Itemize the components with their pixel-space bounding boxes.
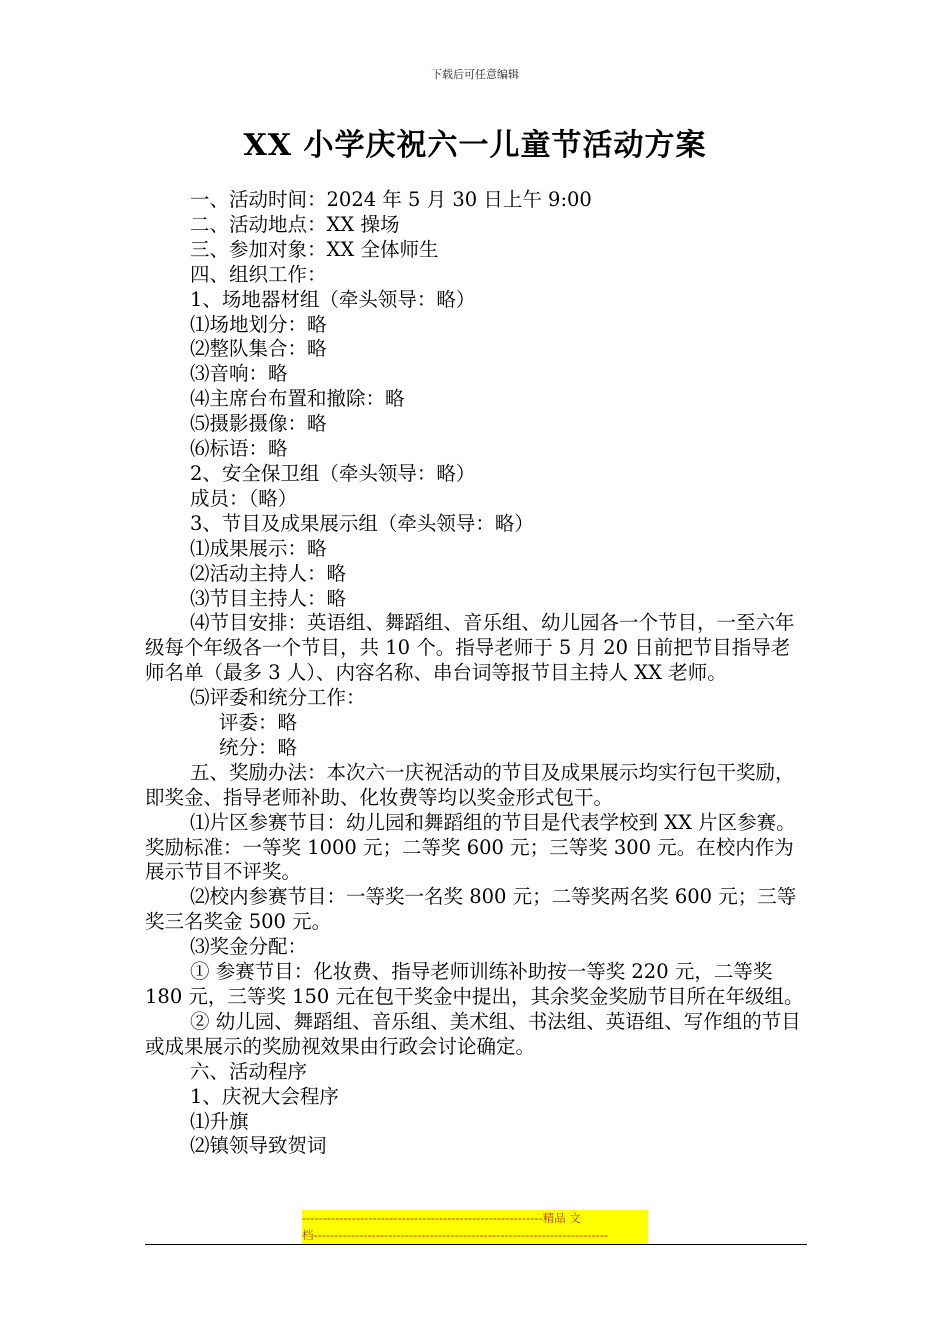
body-paragraph: 二、活动地点：XX 操场 bbox=[190, 212, 400, 236]
header-note: 下载后可任意编辑 bbox=[431, 68, 519, 81]
body-paragraph: ⑷节目安排：英语组、舞蹈组、音乐组、幼儿园各一个节目，一至六年级每个年级各一个节目，共 10 个。指导老师于 5 月 20 日前把节目指导老师名单（最多 3 人）、内容名称、串台词等报节目主持人 XX 老师。 bbox=[145, 611, 795, 685]
body-paragraph: ⑷主席台布置和撤除：略 bbox=[190, 387, 405, 411]
body-paragraph: ⑸摄影摄像：略 bbox=[190, 412, 327, 436]
body-paragraph: ⑸评委和统分工作： bbox=[190, 686, 366, 710]
body-paragraph: 2、安全保卫组（牵头领导：略） bbox=[190, 461, 476, 485]
document-body bbox=[145, 188, 807, 1159]
footer-line-2: 档----------------------------------------------------------------------- bbox=[302, 1228, 609, 1242]
body-paragraph: 3、节目及成果展示组（牵头领导：略） bbox=[190, 511, 534, 535]
footer-watermark bbox=[302, 1210, 648, 1244]
footer-divider bbox=[145, 1244, 807, 1245]
footer-line-1: ----------------------------------------------------------精品 文 bbox=[302, 1211, 581, 1225]
body-paragraph: ⑵活动主持人：略 bbox=[190, 561, 347, 585]
body-paragraph: ⑶奖金分配： bbox=[190, 935, 308, 959]
body-paragraph: ⑴成果展示：略 bbox=[190, 536, 327, 560]
body-paragraph: ⑴场地划分：略 bbox=[190, 312, 327, 336]
body-paragraph: ⑶节目主持人：略 bbox=[190, 586, 347, 610]
body-paragraph: 六、活动程序 bbox=[190, 1059, 308, 1083]
body-paragraph: ⑵整队集合：略 bbox=[190, 337, 327, 361]
body-paragraph: 成员：（略） bbox=[190, 486, 298, 510]
body-paragraph: 1、庆祝大会程序 bbox=[190, 1084, 339, 1108]
body-paragraph: ⑴升旗 bbox=[190, 1109, 249, 1133]
body-paragraph: 四、组织工作： bbox=[190, 262, 327, 286]
body-paragraph: ① 参赛节目：化妆费、指导老师训练补助按一等奖 220 元，二等奖 180 元，三等奖 150 元在包干奖金中提出，其余奖金奖励节目所在年级组。 bbox=[145, 960, 804, 1008]
body-paragraph: ⑵镇领导致贺词 bbox=[190, 1134, 327, 1158]
body-paragraph: 三、参加对象：XX 全体师生 bbox=[190, 237, 439, 261]
body-paragraph: ⑶音响：略 bbox=[190, 362, 288, 386]
body-paragraph: 统分：略 bbox=[219, 735, 298, 759]
document-title: XX 小学庆祝六一儿童节活动方案 bbox=[243, 128, 707, 163]
body-paragraph: 五、奖励办法：本次六一庆祝活动的节目及成果展示均实行包干奖励，即奖金、指导老师补助、化妆费等均以奖金形式包干。 bbox=[145, 760, 795, 809]
body-paragraph: ⑹标语：略 bbox=[190, 437, 288, 461]
body-paragraph: ⑵校内参赛节目：一等奖一名奖 800 元；二等奖两名奖 600 元；三等奖三名奖金 500 元。 bbox=[145, 885, 797, 934]
body-paragraph: 1、场地器材组（牵头领导：略） bbox=[190, 287, 476, 311]
body-paragraph: ⑴片区参赛节目：幼儿园和舞蹈组的节目是代表学校到 XX 片区参赛。奖励标准：一等奖 1000 元；二等奖 600 元；三等奖 300 元。在校内作为展示节目不评奖。 bbox=[145, 810, 796, 884]
body-paragraph: ② 幼儿园、舞蹈组、音乐组、美术组、书法组、英语组、写作组的节目或成果展示的奖励视效果由行政会讨论确定。 bbox=[145, 1009, 801, 1058]
body-paragraph: 评委：略 bbox=[219, 711, 298, 735]
body-paragraph: 一、活动时间：2024 年 5 月 30 日上午 9:00 bbox=[190, 188, 592, 211]
